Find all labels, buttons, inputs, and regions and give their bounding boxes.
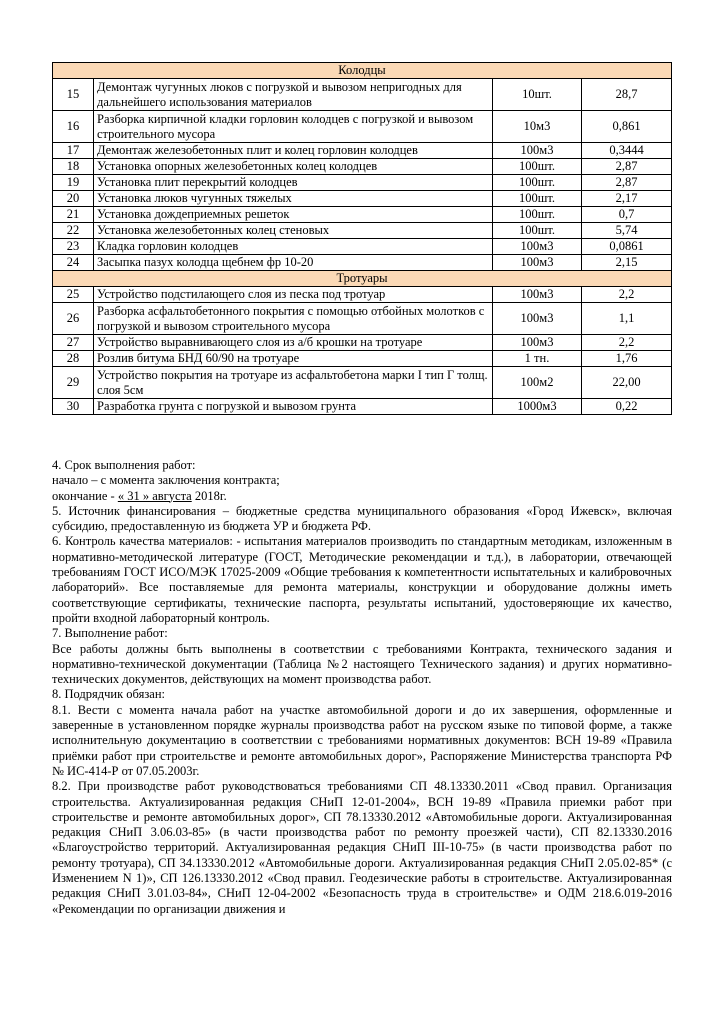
table-row xyxy=(53,143,672,159)
quantity-cell: 2,2 xyxy=(582,287,672,303)
quantity-cell: 28,7 xyxy=(582,79,672,111)
work-name: Демонтаж железобетонных плит и колец горловин колодцев xyxy=(94,143,493,159)
works-table-body xyxy=(53,63,672,415)
section-header-row xyxy=(53,271,672,287)
unit-cell: 1000м3 xyxy=(493,399,582,415)
row-number: 17 xyxy=(53,143,94,159)
section-4-end-suffix: 2018г. xyxy=(191,488,227,503)
row-number: 22 xyxy=(53,223,94,239)
unit-cell: 100шт. xyxy=(493,191,582,207)
section-7-text: Все работы должны быть выполнены в соответствии с требованиями Контракта, технического задания и нормативно-технической документации (Таблица №2 настоящего Технического задания) и других нормативно-технических документов, действующих на момент производства работ. xyxy=(52,641,672,687)
unit-cell: 10шт. xyxy=(493,79,582,111)
work-name: Установка опорных железобетонных колец колодцев xyxy=(94,159,493,175)
work-name: Установка железобетонных колец стеновых xyxy=(94,223,493,239)
section-8-2: 8.2. При производстве работ руководствоваться требованиями СП 48.13330.2011 «Свод правил. Организация строительства. Актуализированная редакция СНиП 12-01-2004», ВСН 19-89 «Правила приемки работ при строительстве и ремонте автомобильных дорог», СП 78.13330.2012 «Автомобильные дороги. Актуализированная редакция СНиП 3.06.03-85» (в части производства работ по ремонту проезжей части), СП 82.13330.2016 «Благоустройство территорий. Актуализированная редакция СНиП III-10-75» (в части производства работ по ремонту тротуара), СП 34.13330.2012 «Автомобильные дороги. Актуализированная редакция СНиП 2.05.02-85* (с Изменением N 1)», СП 126.13330.2012 «Свод правил. Геодезические работы в строительстве. Актуализированная редакция СНиП 3.01.03-84», СНиП 12-04-2002 «Безопасность труда в строительстве» и ОДМ 218.6.019-2016 «Рекомендации по организации движения и xyxy=(52,779,672,916)
row-number: 25 xyxy=(53,287,94,303)
table-row xyxy=(53,335,672,351)
unit-cell: 100м3 xyxy=(493,255,582,271)
table-row xyxy=(53,175,672,191)
work-name: Разработка грунта с погрузкой и вывозом грунта xyxy=(94,399,493,415)
work-name: Демонтаж чугунных люков с погрузкой и вывозом непригодных для дальнейшего использования материалов xyxy=(94,79,493,111)
section-4-start: начало – с момента заключения контракта; xyxy=(52,473,280,488)
work-name: Установка плит перекрытий колодцев xyxy=(94,175,493,191)
quantity-cell: 2,87 xyxy=(582,175,672,191)
table-row xyxy=(53,367,672,399)
quantity-cell: 1,1 xyxy=(582,303,672,335)
section-8-title: 8. Подрядчик обязан: xyxy=(52,687,166,702)
row-number: 15 xyxy=(53,79,94,111)
table-row xyxy=(53,287,672,303)
table-row xyxy=(53,399,672,415)
row-number: 16 xyxy=(53,111,94,143)
work-name: Установка люков чугунных тяжелых xyxy=(94,191,493,207)
section-4-end-prefix: окончание - xyxy=(52,488,118,503)
unit-cell: 100м3 xyxy=(493,239,582,255)
quantity-cell: 2,2 xyxy=(582,335,672,351)
unit-cell: 100шт. xyxy=(493,223,582,239)
table-row xyxy=(53,239,672,255)
unit-cell: 100шт. xyxy=(493,175,582,191)
unit-cell: 100шт. xyxy=(493,159,582,175)
unit-cell: 10м3 xyxy=(493,111,582,143)
row-number: 20 xyxy=(53,191,94,207)
quantity-cell: 1,76 xyxy=(582,351,672,367)
quantity-cell: 5,74 xyxy=(582,223,672,239)
row-number: 26 xyxy=(53,303,94,335)
quantity-cell: 2,15 xyxy=(582,255,672,271)
row-number: 21 xyxy=(53,207,94,223)
work-name: Розлив битума БНД 60/90 на тротуаре xyxy=(94,351,493,367)
section-header-row xyxy=(53,63,672,79)
row-number: 28 xyxy=(53,351,94,367)
work-name: Кладка горловин колодцев xyxy=(94,239,493,255)
section-7-title: 7. Выполнение работ: xyxy=(52,626,168,641)
work-name: Разборка асфальтобетонного покрытия с помощью отбойных молотков с погрузкой и вывозом строительного мусора xyxy=(94,303,493,335)
row-number: 24 xyxy=(53,255,94,271)
section-6: 6. Контроль качества материалов: - испытания материалов производить по стандартным методикам, изложенным в нормативно-методической литературе (ГОСТ, Методические рекомендации и т.д.), в лаборатории, отвечающей требованиям ГОСТ ИСО/МЭК 17025-2009 «Общие требования к компетентности испытательных и калибровочных лабораторий». Все поставляемые для ремонта материалы, конструкции и оборудование должны иметь соответствующие сертификаты, технические паспорта, результаты испытаний, удостоверяющие их качество, пройти входной лабораторный контроль. xyxy=(52,534,672,625)
table-row xyxy=(53,351,672,367)
quantity-cell: 2,87 xyxy=(582,159,672,175)
section-header: Тротуары xyxy=(53,271,672,287)
work-name: Засыпка пазух колодца щебнем фр 10-20 xyxy=(94,255,493,271)
unit-cell: 100м3 xyxy=(493,303,582,335)
table-row xyxy=(53,223,672,239)
section-4-end-date: « 31 » августа xyxy=(117,488,192,503)
quantity-cell: 0,7 xyxy=(582,207,672,223)
row-number: 29 xyxy=(53,367,94,399)
table-row xyxy=(53,207,672,223)
quantity-cell: 0,22 xyxy=(582,399,672,415)
unit-cell: 100м3 xyxy=(493,287,582,303)
section-4-end xyxy=(52,489,672,504)
section-header: Колодцы xyxy=(53,63,672,79)
table-row xyxy=(53,111,672,143)
quantity-cell: 0,861 xyxy=(582,111,672,143)
table-row xyxy=(53,159,672,175)
document-text xyxy=(52,458,672,917)
unit-cell: 100м3 xyxy=(493,335,582,351)
unit-cell: 100м2 xyxy=(493,367,582,399)
row-number: 23 xyxy=(53,239,94,255)
table-row xyxy=(53,303,672,335)
table-row xyxy=(53,255,672,271)
unit-cell: 100м3 xyxy=(493,143,582,159)
work-name: Устройство покрытия на тротуаре из асфальтобетона марки I тип Г толщ. слоя 5см xyxy=(94,367,493,399)
row-number: 18 xyxy=(53,159,94,175)
row-number: 27 xyxy=(53,335,94,351)
works-table xyxy=(52,62,672,415)
work-name: Устройство подстилающего слоя из песка под тротуар xyxy=(94,287,493,303)
section-5: 5. Источник финансирования – бюджетные средства муниципального образования «Город Ижевск», включая субсидию, предоставленную из бюджета УР и бюджета РФ. xyxy=(52,503,672,534)
row-number: 19 xyxy=(53,175,94,191)
work-name: Разборка кирпичной кладки горловин колодцев с погрузкой и вывозом строительного мусора xyxy=(94,111,493,143)
section-4-title: 4. Срок выполнения работ: xyxy=(52,458,196,472)
row-number: 30 xyxy=(53,399,94,415)
work-name: Установка дождеприемных решеток xyxy=(94,207,493,223)
quantity-cell: 2,17 xyxy=(582,191,672,207)
quantity-cell: 0,3444 xyxy=(582,143,672,159)
unit-cell: 100шт. xyxy=(493,207,582,223)
section-8-1: 8.1. Вести с момента начала работ на участке автомобильной дороги и до их завершения, оформленные и заверенные в установленном порядке журналы производства работ на русском языке по типовой форме, а также исполнительную документацию в соответствии с требованиями нормативных документов: ВСН 19-89 «Правила приёмки работ при строительстве и ремонте автомобильных дорог», Распоряжение Министерства транспорта РФ № ИС-414-Р от 07.05.2003г. xyxy=(52,702,672,778)
table-row xyxy=(53,191,672,207)
work-name: Устройство выравнивающего слоя из а/б крошки на тротуаре xyxy=(94,335,493,351)
unit-cell: 1 тн. xyxy=(493,351,582,367)
table-row xyxy=(53,79,672,111)
quantity-cell: 22,00 xyxy=(582,367,672,399)
quantity-cell: 0,0861 xyxy=(582,239,672,255)
